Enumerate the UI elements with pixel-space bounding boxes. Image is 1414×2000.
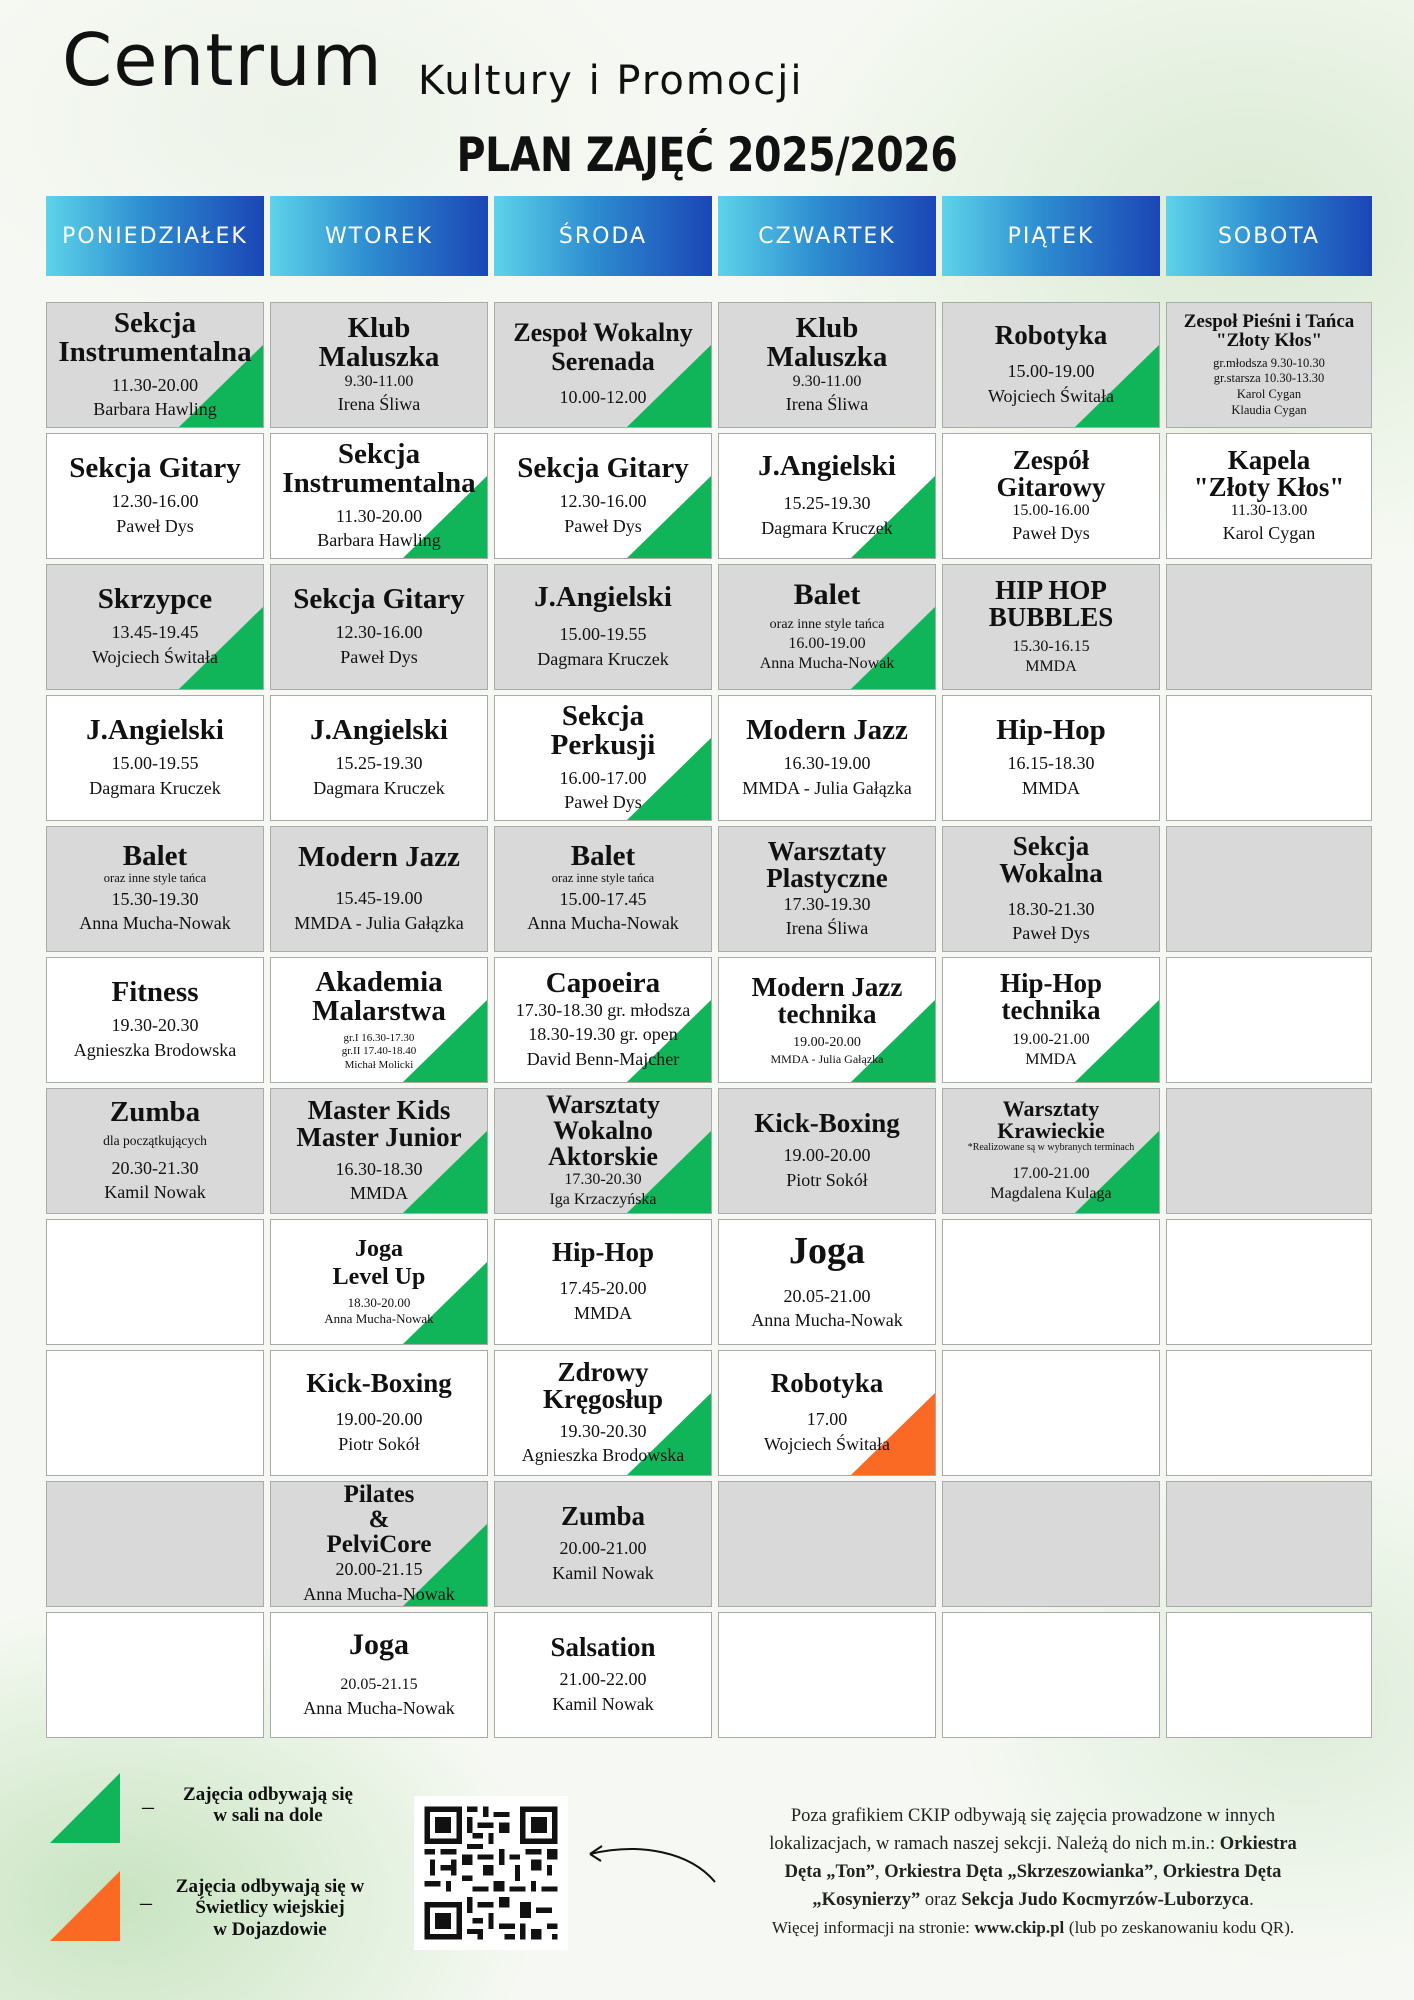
class-teacher: Anna Mucha-Nowak [759, 654, 895, 672]
class-time: 15.25-19.30 [783, 493, 871, 514]
note-judo-section: Sekcja Judo Kocmyrzów-Luborzyca [961, 1890, 1250, 1911]
class-title: Joga [788, 1229, 865, 1272]
class-cell-friday-5 [942, 826, 1160, 952]
empty-cell [1166, 1612, 1372, 1738]
class-teacher: Agnieszka Brodowska [73, 1039, 237, 1060]
class-cell-friday-6 [942, 957, 1160, 1083]
class-teacher: Dagmara Kruczek [761, 517, 893, 538]
title-centrum: Centrum [62, 18, 383, 102]
class-title: Sekcja [337, 437, 421, 470]
class-cell-thursday-6 [718, 957, 936, 1083]
class-time: 12.30-16.00 [335, 622, 423, 643]
class-title: Instrumentalna [282, 466, 476, 499]
class-title: Sekcja [1012, 830, 1090, 861]
class-note: dla początkujących [103, 1132, 207, 1148]
class-teacher: Anna Mucha-Nowak [303, 1697, 455, 1718]
class-title: Klub [347, 311, 411, 344]
class-teacher: Anna Mucha-Nowak [303, 1583, 455, 1604]
empty-cell [942, 1612, 1160, 1738]
class-title: technika [777, 999, 877, 1030]
class-teacher: MMDA [1025, 658, 1077, 675]
class-title: Zdrowy [557, 1356, 649, 1387]
class-title: J.Angielski [534, 581, 672, 614]
day-header-monday: PONIEDZIAŁEK [46, 196, 264, 276]
note-line-2: lokalizacjach, w ramach naszej sekcji. Należą do nich m.in.: [769, 1834, 1216, 1855]
title-kultury-i-promocji: Kultury i Promocji [418, 58, 804, 104]
class-teacher: Dagmara Kruczek [89, 777, 221, 798]
class-cell-wednesday-1 [494, 302, 712, 428]
class-time: 15.30-16.15 [1012, 638, 1090, 655]
class-time: 16.00-17.00 [559, 767, 647, 788]
legend-green-text [168, 1784, 368, 1827]
class-title: J.Angielski [310, 714, 448, 747]
class-teacher: MMDA - Julia Gałązka [770, 1051, 884, 1066]
empty-cell [942, 1219, 1160, 1345]
class-cell-wednesday-9 [494, 1350, 712, 1476]
class-cell-monday-2 [46, 433, 264, 559]
info-note [718, 1802, 1348, 1943]
empty-cell [1166, 957, 1372, 1083]
class-title: Zumba [560, 1501, 646, 1532]
class-title: Sekcja [561, 699, 645, 732]
legend-green-triangle-icon [50, 1773, 120, 1843]
class-teacher: Paweł Dys [564, 515, 642, 536]
class-teacher: MMDA [573, 1302, 632, 1323]
class-title: Pilates [343, 1481, 415, 1509]
class-teacher: Anna Mucha-Nowak [79, 913, 231, 934]
class-teacher: Paweł Dys [564, 792, 642, 812]
class-teacher: Kamil Nowak [104, 1181, 206, 1202]
class-cell-wednesday-8 [494, 1219, 712, 1345]
class-time: 15.00-19.00 [1007, 361, 1095, 382]
legend-green-line-1: Zajęcia odbywają się [183, 1784, 353, 1805]
class-cell-tuesday-2 [270, 433, 488, 559]
class-cell-tuesday-8 [270, 1219, 488, 1345]
class-time: 16.30-19.00 [783, 753, 871, 774]
class-time: 18.30-20.00 [347, 1295, 411, 1311]
class-teacher: MMDA [349, 1183, 408, 1203]
empty-cell [942, 1481, 1160, 1607]
arrow-to-qr-icon [580, 1832, 720, 1892]
class-title: Maluszka [318, 340, 440, 373]
legend-dash: – [142, 1794, 154, 1820]
class-title: Level Up [332, 1264, 426, 1291]
class-cell-wednesday-4 [494, 695, 712, 821]
class-time: 18.30-21.30 [1007, 898, 1095, 919]
class-title: Modern Jazz [746, 714, 908, 747]
class-teacher: Paweł Dys [116, 515, 194, 536]
class-time: 19.30-20.30 [559, 1420, 647, 1441]
class-title: Zespoł Pieśni i Tańca [1183, 310, 1355, 332]
class-cell-thursday-1 [718, 302, 936, 428]
class-cell-thursday-8 [718, 1219, 936, 1345]
empty-cell [46, 1219, 264, 1345]
class-title: Kapela [1227, 444, 1311, 475]
class-teacher: Barbara Hawling [317, 530, 441, 550]
class-time: 16.00-19.00 [788, 634, 866, 652]
class-cell-friday-3 [942, 564, 1160, 690]
empty-cell [1166, 1481, 1372, 1607]
class-group: gr.II 17.40-18.40 [341, 1045, 417, 1058]
empty-cell [718, 1612, 936, 1738]
class-title: technika [1001, 995, 1101, 1025]
day-header-tuesday: WTOREK [270, 196, 488, 276]
empty-cell [942, 1350, 1160, 1476]
class-teacher: Michał Molicki [344, 1058, 414, 1071]
class-cell-tuesday-11 [270, 1612, 488, 1738]
class-cell-wednesday-6 [494, 957, 712, 1083]
class-teacher: Barbara Hawling [93, 399, 217, 419]
legend-orange-line-3: w Dojazdowie [213, 1918, 327, 1940]
class-title: Sekcja Gitary [517, 452, 689, 485]
class-cell-tuesday-9 [270, 1350, 488, 1476]
class-cell-thursday-4 [718, 695, 936, 821]
class-time: 20.00-21.00 [559, 1538, 647, 1559]
class-title: Sekcja Instrumentalna [58, 306, 252, 368]
class-teacher: Karol Cygan [1222, 522, 1316, 543]
class-teacher: Piotr Sokół [786, 1169, 868, 1190]
class-title: Modern Jazz [751, 972, 903, 1003]
class-time: 17.30-20.30 [564, 1171, 642, 1188]
class-group: 18.30-19.30 gr. open [528, 1024, 678, 1045]
empty-cell [1166, 1350, 1372, 1476]
class-time: 17.00 [806, 1409, 848, 1430]
class-title: Zespół [1012, 444, 1090, 475]
class-cell-friday-1 [942, 302, 1160, 428]
class-cell-tuesday-3 [270, 564, 488, 690]
legend-orange-line-1: Zajęcia odbywają się w [175, 1876, 365, 1897]
note-orchestra-1: Orkiestra [1219, 1834, 1297, 1855]
class-teacher: Anna Mucha-Nowak [751, 1310, 903, 1330]
class-time: 17.00-21.00 [1012, 1165, 1090, 1182]
class-time: 20.00-21.15 [335, 1559, 423, 1580]
class-time: 19.00-20.00 [783, 1145, 871, 1166]
class-title: Salsation [550, 1632, 656, 1663]
class-time: 20.30-21.30 [111, 1157, 199, 1178]
class-teacher: David Benn-Majcher [526, 1048, 680, 1069]
class-title: Perkusji [550, 728, 656, 761]
class-cell-tuesday-4 [270, 695, 488, 821]
class-title: Warsztaty [767, 835, 887, 866]
legend-orange-line-2: Świetlicy wiejskiej [195, 1897, 345, 1919]
class-cell-wednesday-7 [494, 1088, 712, 1214]
class-title: Zespoł Wokalny [513, 318, 693, 348]
class-title: Klub [795, 311, 859, 344]
class-time: 20.05-21.00 [783, 1285, 871, 1306]
class-cell-friday-4 [942, 695, 1160, 821]
class-title: & [368, 1506, 390, 1534]
class-teacher: Irena Śliwa [785, 918, 869, 938]
class-teacher: Wojciech Świtała [987, 385, 1114, 406]
class-teacher: MMDA - Julia Gałązka [742, 777, 912, 798]
class-title: Gitarowy [996, 471, 1106, 502]
class-time: 9.30-11.00 [344, 372, 414, 390]
note-separator: , [1153, 1862, 1159, 1883]
note-more-info: Więcej informacji na stronie: [771, 1918, 970, 1938]
class-title: Skrzypce [97, 583, 213, 616]
class-note: *Realizowane są w wybranych terminach [967, 1142, 1135, 1153]
class-cell-tuesday-10 [270, 1481, 488, 1607]
class-cell-monday-6 [46, 957, 264, 1083]
class-cell-monday-3 [46, 564, 264, 690]
class-title: Robotyka [770, 1368, 884, 1399]
class-time: 20.05-21.15 [340, 1676, 418, 1694]
class-title: Maluszka [766, 340, 888, 373]
class-title: Master Kids [307, 1094, 451, 1125]
note-separator: , [874, 1862, 880, 1883]
class-cell-thursday-2 [718, 433, 936, 559]
class-time: 19.00-20.00 [335, 1409, 423, 1430]
empty-cell [1166, 1088, 1372, 1214]
class-title: BUBBLES [988, 602, 1114, 632]
class-title: "Złoty Kłos" [1193, 471, 1345, 502]
class-teacher: MMDA [1021, 777, 1080, 798]
class-note: oraz inne style tańca [769, 617, 885, 633]
class-teacher: Piotr Sokół [338, 1433, 420, 1454]
class-title: Joga [348, 1628, 409, 1662]
note-orchestra-2: Orkiestra Dęta „Skrzeszowianka” [884, 1862, 1154, 1883]
class-teacher: MMDA - Julia Gałązka [294, 912, 464, 933]
day-header-thursday: CZWARTEK [718, 196, 936, 276]
class-title: Fitness [111, 976, 199, 1009]
class-title: Kick-Boxing [754, 1108, 900, 1139]
class-group: gr.I 16.30-17.30 [343, 1032, 415, 1045]
note-qr-hint: (lub po zeskanowaniu kodu QR). [1068, 1918, 1295, 1938]
class-teacher: Irena Śliwa [337, 393, 421, 414]
class-time: 12.30-16.00 [559, 491, 647, 512]
class-teacher: Agnieszka Brodowska [521, 1445, 685, 1465]
empty-cell [1166, 826, 1372, 952]
class-group: gr.starsza 10.30-13.30 [1213, 371, 1325, 386]
class-cell-wednesday-10 [494, 1481, 712, 1607]
qr-code-icon[interactable] [414, 1796, 568, 1950]
class-cell-monday-4 [46, 695, 264, 821]
class-cell-tuesday-1 [270, 302, 488, 428]
empty-cell [1166, 695, 1372, 821]
class-cell-tuesday-7 [270, 1088, 488, 1214]
class-time: 17.30-19.30 [783, 893, 871, 914]
class-time: 12.30-16.00 [111, 491, 199, 512]
note-orchestra-3: Orkiestra Dęta [1162, 1862, 1282, 1883]
note-dot: . [1249, 1890, 1254, 1911]
class-cell-wednesday-5 [494, 826, 712, 952]
empty-cell [46, 1612, 264, 1738]
class-time: 15.25-19.30 [335, 753, 423, 774]
class-note: oraz inne style tańca [103, 871, 207, 886]
class-time: 21.00-22.00 [559, 1669, 647, 1690]
class-title: HIP HOP [995, 575, 1107, 605]
class-title: Malarstwa [312, 995, 446, 1028]
class-teacher: MMDA [1025, 1051, 1077, 1068]
class-teacher: Klaudia Cygan [1231, 402, 1307, 417]
class-cell-thursday-7 [718, 1088, 936, 1214]
class-note: oraz inne style tańca [551, 871, 655, 886]
class-time: 15.00-19.55 [559, 624, 647, 645]
class-title: Akademia [315, 966, 443, 999]
class-title: Hip-Hop [996, 714, 1106, 747]
class-teacher: Paweł Dys [1012, 522, 1090, 543]
class-title: Sekcja Gitary [69, 452, 241, 485]
note-orchestra-3b: „Kosynierzy” [812, 1890, 921, 1911]
class-title: Hip-Hop [999, 968, 1103, 998]
class-cell-saturday-1 [1166, 302, 1372, 428]
class-title: Zumba [109, 1095, 201, 1128]
empty-cell [1166, 564, 1372, 690]
class-title: PelviCore [326, 1531, 432, 1559]
class-title: Warsztaty [545, 1090, 661, 1119]
day-header-friday: PIĄTEK [942, 196, 1160, 276]
class-time: 11.30-13.00 [1230, 501, 1308, 519]
class-cell-thursday-3 [718, 564, 936, 690]
class-cell-friday-7 [942, 1088, 1160, 1214]
class-cell-tuesday-6 [270, 957, 488, 1083]
class-title: Aktorskie [548, 1142, 658, 1171]
class-title: Kręgosłup [542, 1383, 663, 1414]
class-title: J.Angielski [758, 450, 896, 483]
website-link[interactable]: www.ckip.pl [974, 1918, 1065, 1938]
class-time: 13.45-19.45 [111, 622, 199, 643]
legend-orange-triangle-icon [50, 1871, 120, 1941]
class-teacher: Iga Krzaczyńska [549, 1191, 657, 1208]
class-teacher: Kamil Nowak [552, 1562, 654, 1583]
class-title: Capoeira [545, 967, 661, 1000]
day-header-wednesday: ŚRODA [494, 196, 712, 276]
class-title: Sekcja Gitary [293, 583, 465, 616]
legend-green-line-2: w sali na dole [213, 1805, 323, 1827]
class-cell-thursday-5 [718, 826, 936, 952]
class-cell-tuesday-5 [270, 826, 488, 952]
class-time: 15.00-17.45 [559, 889, 647, 910]
class-title: J.Angielski [86, 714, 224, 747]
class-cell-monday-5 [46, 826, 264, 952]
class-title: Warsztaty [1002, 1096, 1100, 1121]
class-teacher: Magdalena Kulaga [990, 1185, 1112, 1202]
class-group: gr.młodsza 9.30-10.30 [1213, 355, 1325, 370]
class-title: Balet [793, 578, 861, 612]
class-title: Wokalno [553, 1116, 653, 1145]
class-time: 11.30-20.00 [335, 505, 423, 526]
class-title: Krawieckie [997, 1118, 1105, 1143]
legend-orange-text [150, 1876, 390, 1940]
class-time: 15.30-19.30 [111, 889, 199, 910]
class-title: Balet [570, 840, 636, 873]
note-line-1: Poza grafikiem CKIP odbywają się zajęcia prowadzone w innych [790, 1806, 1276, 1826]
class-time: 19.00-21.00 [1012, 1031, 1090, 1048]
empty-cell [46, 1481, 264, 1607]
class-title: Robotyka [994, 320, 1108, 351]
class-teacher: Anna Mucha-Nowak [324, 1311, 434, 1326]
class-cell-wednesday-11 [494, 1612, 712, 1738]
empty-cell [718, 1481, 936, 1607]
class-title: Plastyczne [766, 862, 888, 893]
class-title: Wokalna [999, 857, 1103, 888]
class-time: 17.45-20.00 [559, 1278, 647, 1299]
class-cell-monday-1 [46, 302, 264, 428]
class-title: Modern Jazz [298, 841, 460, 874]
class-time: 10.00-12.00 [559, 387, 647, 408]
class-teacher: Paweł Dys [1012, 923, 1090, 943]
class-cell-wednesday-2 [494, 433, 712, 559]
class-title: Hip-Hop [551, 1237, 655, 1268]
class-time: 11.30-20.00 [111, 374, 199, 395]
class-teacher: Kamil Nowak [552, 1693, 654, 1714]
class-title: Joga [354, 1236, 403, 1263]
class-time: 16.15-18.30 [1007, 753, 1095, 774]
class-time: 19.00-20.00 [793, 1035, 861, 1051]
class-teacher: Dagmara Kruczek [313, 777, 445, 798]
class-title: Kick-Boxing [306, 1368, 452, 1399]
class-teacher: Karol Cygan [1236, 387, 1302, 401]
class-cell-friday-2 [942, 433, 1160, 559]
plan-title: PLAN ZAJĘĆ 2025/2026 [456, 128, 958, 183]
class-title: Master Junior [296, 1121, 462, 1152]
class-cell-wednesday-3 [494, 564, 712, 690]
class-time: 15.00-16.00 [1012, 501, 1090, 519]
note-orchestra-1b: Dęta „Ton” [784, 1862, 875, 1883]
class-time: 9.30-11.00 [792, 372, 862, 390]
day-header-saturday: SOBOTA [1166, 196, 1372, 276]
class-time: 16.30-18.30 [335, 1158, 423, 1179]
class-teacher: Wojciech Świtała [91, 646, 218, 667]
class-time: 15.45-19.00 [335, 888, 423, 909]
class-time: 19.30-20.30 [111, 1015, 199, 1036]
class-cell-thursday-9 [718, 1350, 936, 1476]
empty-cell [46, 1350, 264, 1476]
class-cell-monday-7 [46, 1088, 264, 1214]
legend-dash: – [140, 1890, 152, 1916]
class-teacher: Anna Mucha-Nowak [527, 913, 679, 934]
class-teacher: Paweł Dys [340, 646, 418, 667]
class-title: Serenada [551, 347, 655, 377]
class-time: 15.00-19.55 [111, 753, 199, 774]
class-teacher: Wojciech Świtała [763, 1433, 890, 1454]
class-title: "Złoty Kłos" [1215, 329, 1323, 351]
class-title: Balet [122, 840, 188, 873]
note-oraz: oraz [924, 1890, 957, 1911]
class-teacher: Irena Śliwa [785, 393, 869, 414]
class-group: 17.30-18.30 gr. młodsza [515, 1000, 691, 1021]
empty-cell [1166, 1219, 1372, 1345]
class-teacher: Dagmara Kruczek [537, 648, 669, 669]
class-cell-saturday-2 [1166, 433, 1372, 559]
